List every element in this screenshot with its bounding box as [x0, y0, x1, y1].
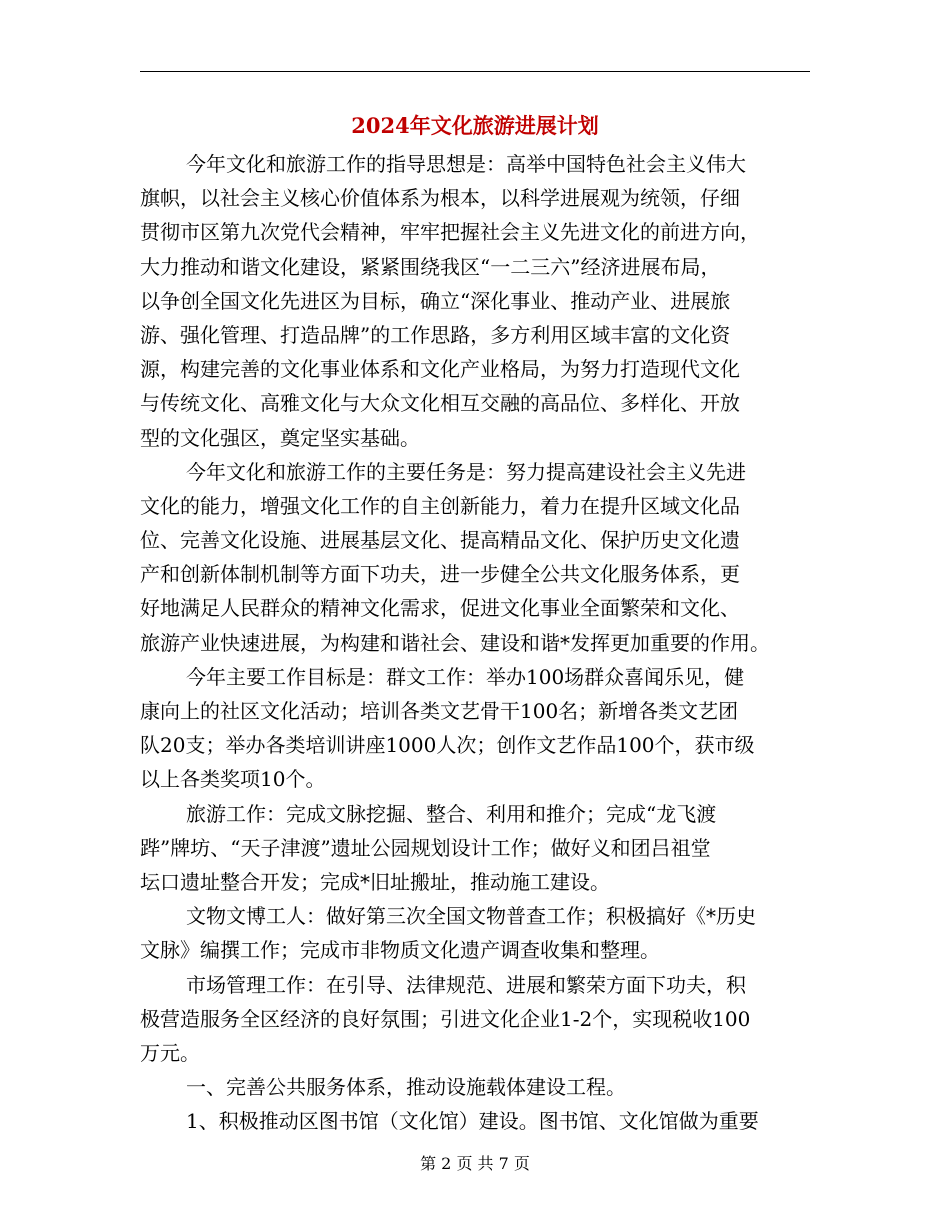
text-line: 旗帜，以社会主义核心价值体系为根本，以科学进展观为统领，仔细 — [140, 186, 740, 211]
text-line: 贯彻市区第九次党代会精神，牢牢把握社会主义先进文化的前进方向， — [140, 220, 760, 245]
text-line: 今年主要工作目标是：群文工作：举办100场群众喜闻乐见，健 — [186, 664, 745, 689]
text-line: 康向上的社区文化活动；培训各类文艺骨干100名；新增各类文艺团 — [140, 699, 739, 723]
text-line: 源，构建完善的文化事业体系和文化产业格局，为努力打造现代文化 — [140, 357, 740, 382]
header-rule — [140, 71, 810, 72]
text-line: 队20支；举办各类培训讲座1000人次；创作文艺作品100个，获市级 — [140, 733, 755, 758]
text-line: 位、完善文化设施、进展基层文化、提高精品文化、保护历史文化遗 — [140, 528, 740, 553]
text-line: 极营造服务全区经济的良好氛围；引进文化企业1-2个，实现税收100 — [140, 1006, 751, 1031]
document-title: 2024年文化旅游进展计划 — [351, 113, 599, 138]
text-line: 坛口遗址整合开发；完成*旧址搬址，推动施工建设。 — [140, 869, 610, 894]
page-number: 第 2 页 共 7 页 — [420, 1154, 530, 1173]
text-line: 以争创全国文化先进区为目标，确立“深化事业、推动产业、进展旅 — [140, 288, 731, 313]
text-line: 游、强化管理、打造品牌”的工作思路，多方利用区域丰富的文化资 — [140, 322, 731, 347]
text-line: 今年文化和旅游工作的主要任务是：努力提高建设社会主义先进 — [186, 459, 746, 484]
text-line: 今年文化和旅游工作的指导思想是：高举中国特色社会主义伟大 — [186, 152, 746, 176]
text-line: 文化的能力，增强文化工作的自主创新能力，着力在提升区域文化品 — [140, 493, 740, 518]
text-line: 跸”牌坊、“天子津渡”遗址公园规划设计工作；做好义和团吕祖堂 — [140, 835, 711, 860]
text-line: 一、完善公共服务体系，推动设施载体建设工程。 — [186, 1075, 626, 1100]
text-line: 文脉》编撰工作；完成市非物质文化遗产调查收集和整理。 — [140, 938, 660, 963]
text-line: 大力推动和谐文化建设，紧紧围绕我区“一二三六”经济进展布局， — [140, 254, 721, 279]
text-line: 1、积极推动区图书馆（文化馆）建设。图书馆、文化馆做为重要 — [186, 1109, 759, 1134]
text-line: 文物文博工人：做好第三次全国文物普查工作；积极搞好《*历史 — [186, 904, 756, 929]
text-line: 旅游产业快速进展，为构建和谐社会、建设和谐*发挥更加重要的作用。 — [140, 630, 770, 655]
document-body — [140, 147, 812, 1138]
text-line: 产和创新体制机制等方面下功夫，进一步健全公共文化服务体系，更 — [140, 562, 740, 587]
text-line: 市场管理工作：在引导、法律规范、进展和繁荣方面下功夫，积 — [186, 972, 746, 997]
text-line: 万元。 — [140, 1040, 200, 1065]
text-line: 与传统文化、高雅文化与大众文化相互交融的高品位、多样化、开放 — [140, 391, 740, 416]
text-line: 好地满足人民群众的精神文化需求，促进文化事业全面繁荣和文化、 — [140, 596, 740, 621]
text-line: 旅游工作：完成文脉挖掘、整合、利用和推介；完成“龙飞渡 — [186, 801, 717, 826]
text-line: 以上各类奖项10个。 — [140, 767, 326, 792]
text-line: 型的文化强区，奠定坚实基础。 — [140, 425, 420, 450]
